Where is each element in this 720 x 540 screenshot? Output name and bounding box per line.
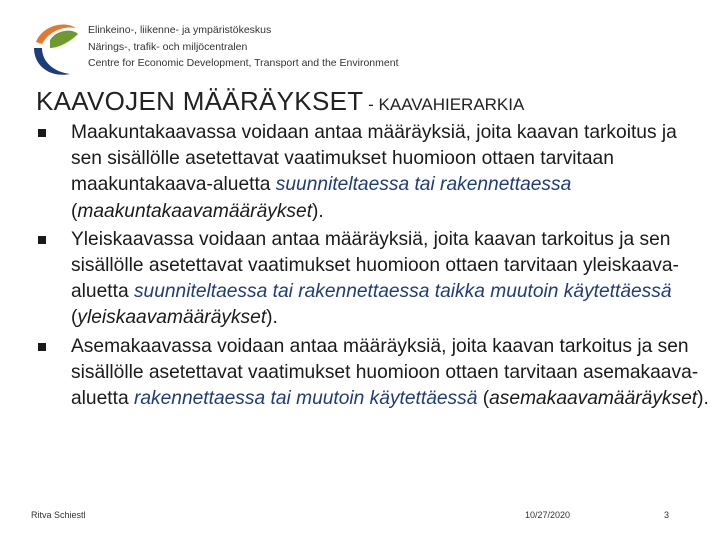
bullet-plain-text: ). <box>312 200 324 222</box>
bullet-term: asemakaavamääräykset <box>489 388 698 410</box>
bullet-plain-text: ( <box>71 200 78 222</box>
bullet-emphasis: suunniteltaessa tai rakennettaessa taikka muutoin käytettäessä <box>133 281 672 303</box>
bullet-item <box>38 334 710 413</box>
logo-green-leaf <box>50 31 78 48</box>
slide-title <box>36 86 524 121</box>
bullet-text <box>71 120 710 225</box>
footer-page-number: 3 <box>664 510 670 520</box>
bullet-plain-text: Maakuntakaavassa voidaan antaa määräyksiä, joita kaavan tarkoitus ja sen sisällölle asetettavat vaatimukset huomioon ottaen tarvitaan maakuntakaava-aluetta <box>71 122 677 196</box>
bullet-text <box>71 227 710 332</box>
title-sub: - KAAVAHIERARKIA <box>363 95 525 114</box>
footer-author: Ritva Schiestl <box>31 510 86 520</box>
footer-date: 10/27/2020 <box>525 510 571 520</box>
org-line-fi: Elinkeino-, liikenne- ja ympäristökeskus <box>88 24 272 36</box>
bullet-item <box>38 120 710 225</box>
bullet-term: maakuntakaavamääräykset <box>77 200 313 222</box>
bullet-marker <box>38 343 46 351</box>
bullet-item <box>38 227 710 332</box>
bullet-plain-text: Yleiskaavassa voidaan antaa määräyksiä, joita kaavan tarkoitus ja sen sisällölle asetettavat vaatimukset huomioon ottaen tarvitaan yleiskaava-aluetta <box>71 228 679 303</box>
bullet-emphasis: suunniteltaessa tai rakennettaessa <box>275 174 572 196</box>
bullet-list <box>38 120 710 412</box>
bullet-term: yleiskaavamääräykset <box>77 307 267 329</box>
org-line-sv: Närings-, trafik- och miljöcentralen <box>88 40 248 53</box>
bullet-text <box>71 334 710 413</box>
bullet-plain-text: ( <box>477 388 490 410</box>
logo-navy-swoosh <box>34 48 70 75</box>
bullet-plain-text: ). <box>697 388 709 410</box>
organization-name <box>88 22 399 72</box>
bullet-plain-text: Asemakaavassa voidaan antaa määräyksiä, joita kaavan tarkoitus ja sen sisällölle asetettavat vaatimukset huomioon ottaen tarvitaan asemakaava-aluetta <box>71 335 699 410</box>
org-line-en: Centre for Economic Development, Transport and the Environment <box>88 57 399 69</box>
bullet-plain-text: ). <box>266 307 278 329</box>
bullet-marker <box>38 236 46 244</box>
bullet-emphasis: rakennettaessa tai muutoin käytettäessä <box>133 388 478 410</box>
title-main: KAAVOJEN MÄÄRÄYKSET <box>36 86 364 116</box>
ely-logo <box>28 18 78 80</box>
bullet-marker <box>38 129 46 137</box>
bullet-plain-text: ( <box>71 307 78 329</box>
